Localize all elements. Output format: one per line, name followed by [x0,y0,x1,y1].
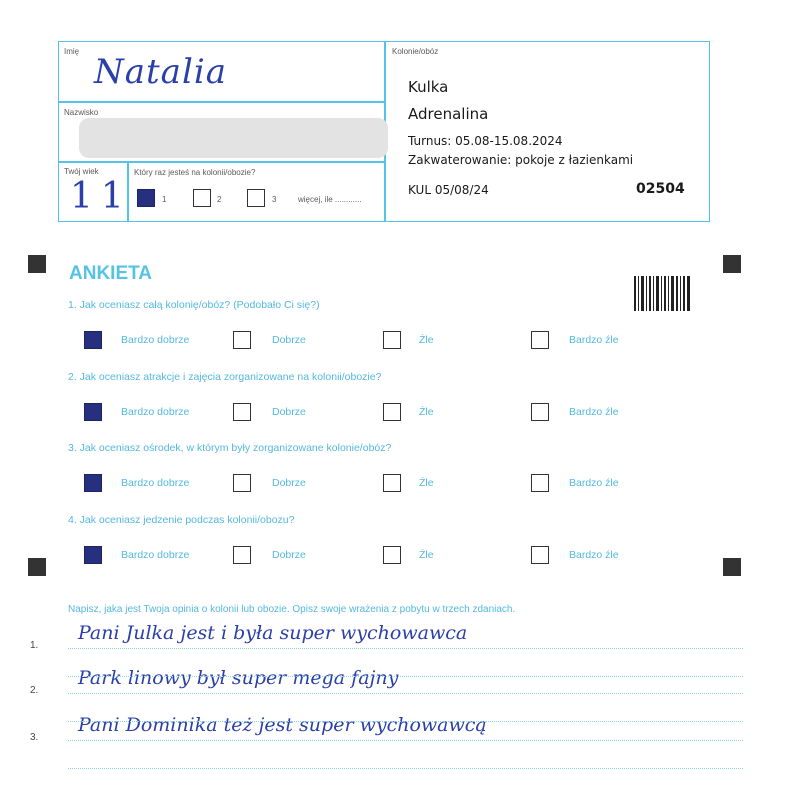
first-name-label: Imię [64,47,80,56]
camp-name-line1: Kulka [408,78,449,96]
times-label: Który raz jesteś na kolonii/obozie? [134,168,256,177]
answer-label: Bardzo dobrze [121,406,190,418]
opinion-prompt: Napisz, jaka jest Twoja opinia o kolonii lub obozie. Opisz swoje wrażenia z pobytu w trzech zdaniach. [68,604,516,615]
answer-label: Dobrze [272,477,306,489]
times-option-1: 1 [162,195,167,204]
question-text: 3. Jak oceniasz ośrodek, w którym były zorganizowane kolonie/obóz? [68,442,392,454]
opinion-dotted-line [68,721,743,722]
registration-mark-top-right [723,255,741,273]
camp-number: 02504 [636,181,685,197]
answer-label: Bardzo źle [569,334,619,346]
opinion-dotted-line [68,648,743,649]
opinion-line-number: 3. [30,732,39,743]
answer-label: Bardzo dobrze [121,477,190,489]
answer-label: Źle [419,334,434,346]
age-value[interactable]: 11 [70,176,132,217]
times-option-more: więcej, ile ............ [298,195,362,204]
opinion-line-number: 2. [30,685,39,696]
opinion-handwritten-text[interactable]: Park linowy był super mega fajny [78,667,399,689]
opinion-dotted-line [68,740,743,741]
opinion-dotted-line [68,768,743,769]
answer-label: Źle [419,549,434,561]
times-option-3: 3 [272,195,277,204]
answer-label: Bardzo źle [569,477,619,489]
camp-name-line2: Adrenalina [408,105,489,123]
first-name-value[interactable]: Natalia [94,52,227,92]
question-text: 1. Jak oceniasz całą kolonię/obóz? (Podobało Ci się?) [68,299,320,311]
answer-label: Bardzo źle [569,406,619,418]
answer-checkbox[interactable] [383,331,401,349]
times-option-2: 2 [217,195,222,204]
answer-checkbox[interactable] [531,546,549,564]
opinion-handwritten-text[interactable]: Pani Julka jest i była super wychowawca [78,622,468,644]
answer-label: Źle [419,406,434,418]
name-divider [58,101,385,103]
question-text: 4. Jak oceniasz jedzenie podczas kolonii/obozu? [68,514,295,526]
camp-turnus: Turnus: 05.08-15.08.2024 [408,134,563,148]
answer-checkbox[interactable] [531,331,549,349]
answer-label: Źle [419,477,434,489]
opinion-dotted-line [68,676,743,677]
opinion-handwritten-text[interactable]: Pani Dominika też jest super wychowawcą [78,714,487,736]
opinion-line-number: 1. [30,640,39,651]
answer-label: Dobrze [272,549,306,561]
opinion-dotted-line [68,693,743,694]
answer-checkbox[interactable] [233,474,251,492]
times-checkbox-3[interactable] [247,189,265,207]
answer-label: Bardzo źle [569,549,619,561]
times-checkbox-1[interactable] [137,189,155,207]
survey-title: ANKIETA [69,263,153,284]
camp-label: Kolonie/obóz [392,47,439,56]
answer-label: Bardzo dobrze [121,334,190,346]
answer-checkbox[interactable] [383,474,401,492]
answer-checkbox[interactable] [84,546,102,564]
registration-mark-bottom-right [723,558,741,576]
answer-checkbox[interactable] [233,546,251,564]
answer-checkbox[interactable] [531,474,549,492]
registration-mark-top-left [28,255,46,273]
answer-checkbox[interactable] [233,331,251,349]
registration-mark-bottom-left [28,558,46,576]
surname-divider [58,161,385,163]
answer-checkbox[interactable] [84,331,102,349]
last-name-label: Nazwisko [64,108,99,117]
answer-checkbox[interactable] [233,403,251,421]
answer-checkbox[interactable] [383,546,401,564]
answer-checkbox[interactable] [531,403,549,421]
camp-accommodation: Zakwaterowanie: pokoje z łazienkami [408,153,634,167]
question-text: 2. Jak oceniasz atrakcje i zajęcia zorganizowane na kolonii/obozie? [68,371,382,383]
times-checkbox-2[interactable] [193,189,211,207]
answer-checkbox[interactable] [84,403,102,421]
camp-code: KUL 05/08/24 [408,183,489,197]
redacted-surname [79,118,388,158]
barcode-icon [634,276,690,311]
answer-label: Dobrze [272,406,306,418]
age-label: Twój wiek [64,167,99,176]
answer-label: Bardzo dobrze [121,549,190,561]
answer-checkbox[interactable] [84,474,102,492]
answer-label: Dobrze [272,334,306,346]
answer-checkbox[interactable] [383,403,401,421]
